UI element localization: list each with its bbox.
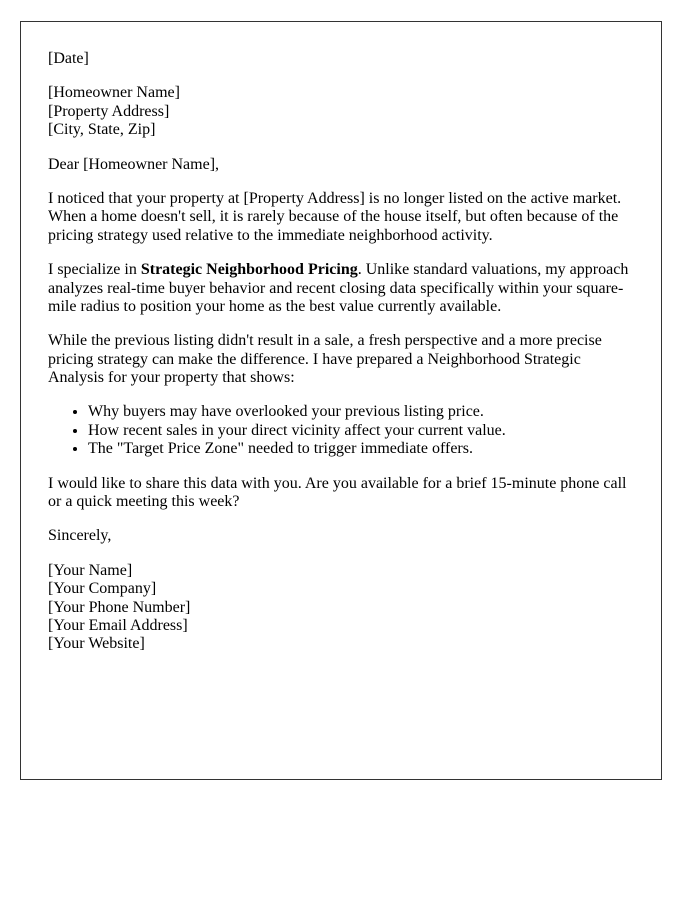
salutation-line: Dear [Homeowner Name], — [48, 155, 220, 173]
signature-company: [Your Company] — [48, 580, 157, 598]
paragraph-fresh-perspective: While the previous listing didn't result in a sale, a fresh perspective and a more precise pricing strategy can make the difference. I have prepared a Neighborhood Strategic Analysis for your property that shows: — [48, 332, 602, 387]
signature-website: [Your Website] — [48, 635, 145, 653]
signature-name: [Your Name] — [48, 561, 133, 579]
recipient-address: [Property Address] — [48, 102, 170, 120]
analysis-bullet-list — [48, 403, 634, 458]
paragraph-market-status: I noticed that your property at [Property Address] is no longer listed on the active market. When a home doesn't sell, it is rarely because of the house itself, but often because of the pricing strategy used relative to the immediate neighborhood activity. — [48, 189, 622, 244]
closing-line: Sincerely, — [48, 527, 112, 545]
bullet-item-target-price-zone: • The "Target Price Zone" needed to trigger immediate offers. — [88, 440, 634, 458]
letter-page — [20, 21, 662, 780]
specialization-bold-phrase: Strategic Neighborhood Pricing — [140, 261, 358, 279]
bullet-item-overlooked-price: • Why buyers may have overlooked your previous listing price. — [88, 403, 634, 421]
recipient-name: [Homeowner Name] — [48, 84, 180, 102]
recipient-city-state-zip: [City, State, Zip] — [48, 121, 156, 139]
signature-block — [48, 562, 634, 654]
paragraph-specialization — [48, 261, 634, 316]
date-line: [Date] — [48, 50, 89, 67]
specialization-suffix-text: . Unlike standard valuations, my approach analyzes real-time buyer behavior and recent closing data specifically within your square-mile radius to position your home as the best value currently available. — [48, 261, 629, 315]
paragraph-call-to-action: I would like to share this data with you. Are you available for a brief 15-minute phone call or a quick meeting this week? — [48, 474, 627, 511]
bullet-item-recent-sales: • How recent sales in your direct vicinity affect your current value. — [88, 422, 634, 440]
signature-email: [Your Email Address] — [48, 616, 188, 634]
signature-phone: [Your Phone Number] — [48, 598, 191, 616]
recipient-block — [48, 84, 634, 139]
specialization-prefix-text: I specialize in — [48, 261, 141, 279]
